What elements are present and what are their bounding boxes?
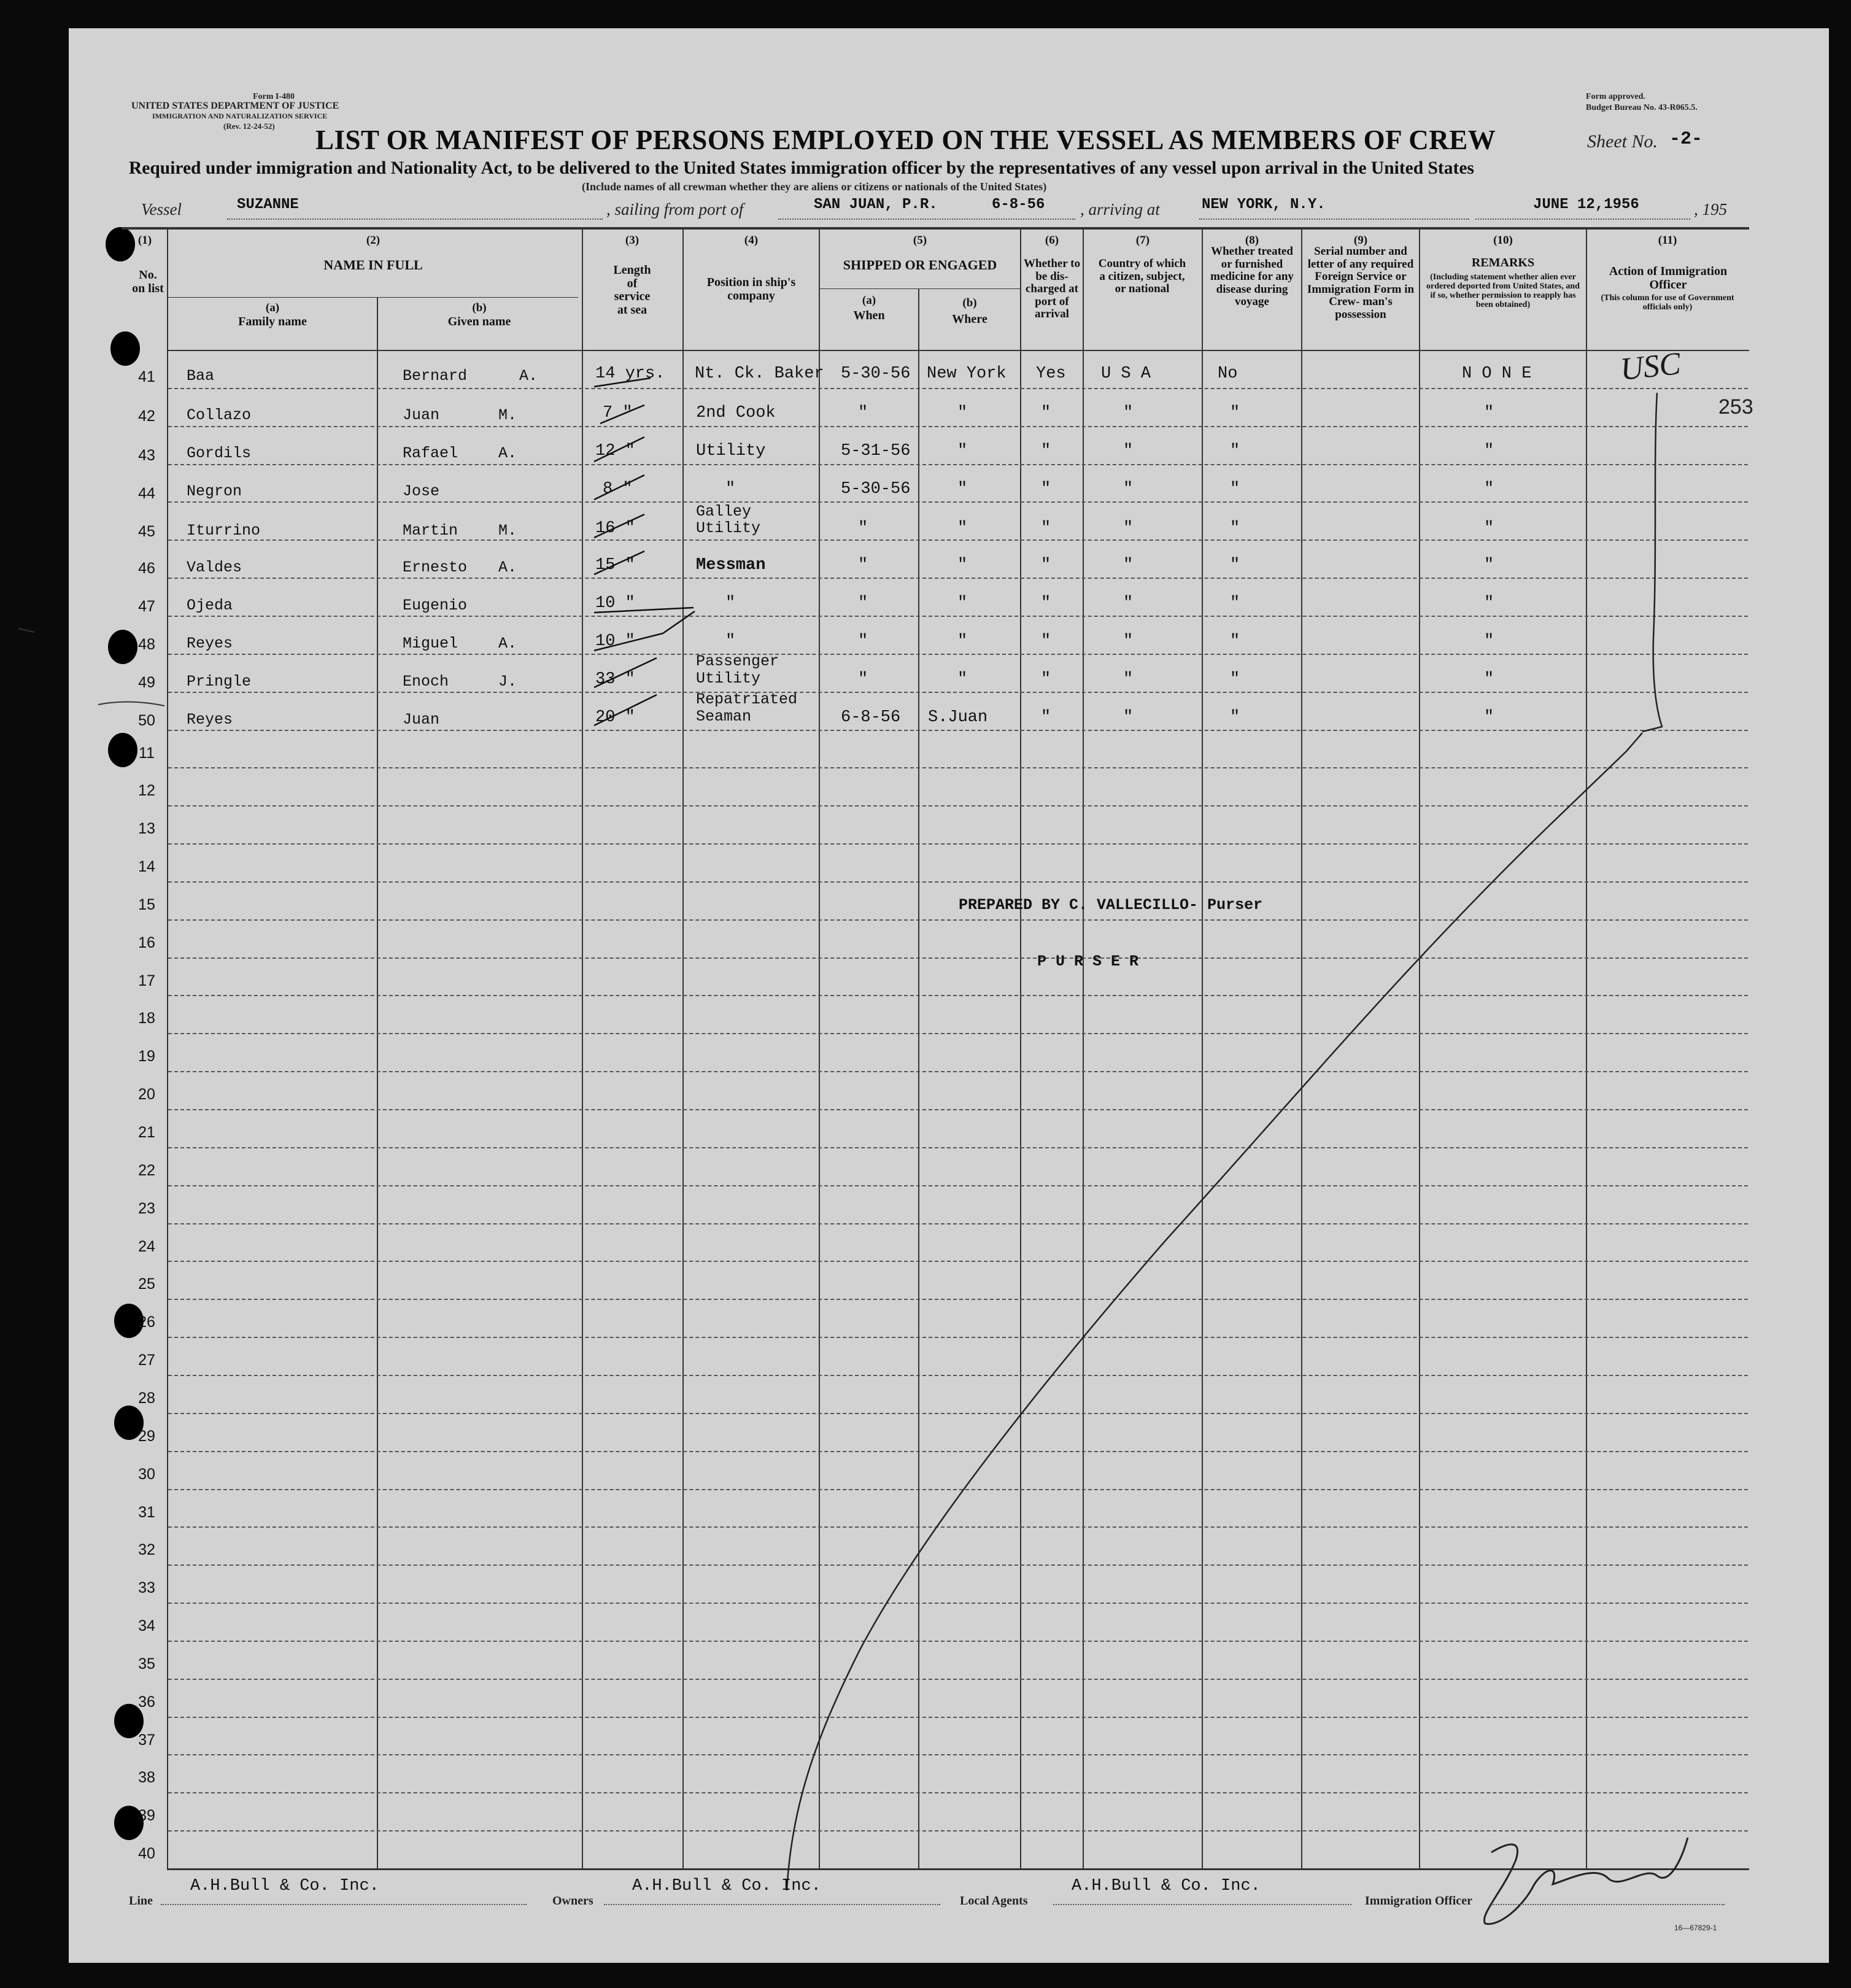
col11-sublabel: (This column for use of Government officials only) [1601, 293, 1734, 312]
row-number: 38 [138, 1769, 155, 1786]
shipped-when: " [858, 519, 868, 538]
line-label: Line [129, 1894, 153, 1908]
shipped-when: " [858, 404, 868, 422]
col3-label: Length of service at sea [613, 263, 651, 317]
country: " [1123, 442, 1134, 460]
row-number: 34 [138, 1617, 155, 1634]
country: " [1123, 556, 1134, 574]
row-number: 16 [138, 934, 155, 951]
country: U S A [1101, 365, 1151, 383]
medicine: " [1230, 594, 1240, 613]
department: UNITED STATES DEPARTMENT OF JUSTICE [131, 101, 339, 111]
given-name: Juan [403, 406, 440, 424]
middle-initial: J. [498, 673, 517, 690]
family-name: Negron [187, 482, 242, 500]
discharge: " [1041, 556, 1051, 574]
family-name: Baa [187, 367, 215, 385]
budget-bureau: Budget Bureau No. 43-R065.5. [1586, 103, 1698, 112]
row-number: 45 [138, 523, 155, 540]
middle-initial: A. [498, 444, 517, 462]
row-number: 50 [138, 712, 155, 729]
owners-label: Owners [552, 1894, 593, 1908]
shipped-where: " [957, 404, 968, 422]
row-number: 21 [138, 1124, 155, 1141]
middle-initial: M. [498, 522, 517, 540]
row-number: 33 [138, 1579, 155, 1596]
row-number: 24 [138, 1238, 155, 1255]
col7-label: Country of which a citizen, subject, or national [1098, 257, 1186, 296]
shipped-when: 6-8-56 [841, 708, 901, 727]
service-length: 20 " [595, 708, 635, 727]
position: Passenger Utility [696, 652, 779, 687]
shipped-where: " [957, 632, 968, 651]
shipped-when: 5-30-56 [841, 365, 911, 383]
shipped-where: " [957, 594, 968, 613]
col11-number: (11) [1658, 234, 1677, 247]
row-number: 30 [138, 1466, 155, 1483]
departure-date: 6-8-56 [992, 196, 1045, 213]
sailing-label: , sailing from port of [606, 200, 744, 219]
row-number: 41 [138, 368, 155, 385]
shipped-where: " [957, 480, 968, 498]
departure-port: SAN JUAN, P.R. [814, 196, 938, 213]
family-name: Valdes [187, 559, 242, 576]
middle-initial: A. [498, 635, 517, 652]
discharge: " [1041, 708, 1051, 727]
cancel-diagonal [787, 393, 1662, 1890]
row-number: 28 [138, 1390, 155, 1407]
form-number: Form I-480 [253, 92, 295, 101]
given-name: Jose [403, 482, 440, 500]
col10-number: (10) [1493, 234, 1513, 247]
print-code: 16—67829-1 [1674, 1924, 1717, 1932]
middle-initial: A. [519, 367, 538, 385]
shipped-when: " [858, 632, 868, 651]
given-name: Ernesto [403, 559, 468, 576]
service-length: 7 " [603, 404, 633, 422]
remarks: " [1484, 632, 1494, 651]
row-number: 44 [138, 485, 155, 502]
shipped-where: " [957, 442, 968, 460]
row-number: 15 [138, 896, 155, 913]
shipped-where: S.Juan [928, 708, 988, 727]
position: Messman [696, 556, 766, 574]
service-length: 16 " [595, 519, 635, 538]
col4-label: Position in ship's company [706, 276, 796, 303]
row-number: 36 [138, 1693, 155, 1711]
shipped-when: 5-31-56 [841, 442, 911, 460]
officer-label: Immigration Officer [1365, 1894, 1472, 1908]
position: Nt. Ck. Baker [695, 365, 824, 383]
arriving-label: , arriving at [1080, 200, 1160, 219]
middle-initial: A. [498, 559, 517, 576]
row-number: 31 [138, 1504, 155, 1521]
service-length: 33 " [595, 670, 635, 689]
row-number: 25 [138, 1275, 155, 1293]
family-name: Gordils [187, 444, 252, 462]
position: 2nd Cook [696, 404, 776, 422]
country: " [1123, 594, 1134, 613]
country: " [1123, 670, 1134, 689]
remarks: " [1484, 404, 1494, 422]
family-name: Iturrino [187, 522, 261, 540]
discharge: " [1041, 442, 1051, 460]
row-number: 32 [138, 1541, 155, 1558]
remarks: " [1484, 480, 1494, 498]
row-number: 48 [138, 636, 155, 653]
col2a-label: Family name [238, 315, 307, 328]
country: " [1123, 632, 1134, 651]
family-name: Ojeda [187, 597, 233, 614]
col10-sublabel: (Including statement whether alien ever ordered deported from United States, and if so, whether permission to reapply has been obtained) [1426, 273, 1580, 310]
medicine: " [1230, 519, 1240, 538]
arrival-date: JUNE 12,1956 [1533, 196, 1639, 213]
row-number: 39 [138, 1807, 155, 1824]
left-margin-tick [18, 629, 164, 706]
col2a-number: (a) [265, 301, 280, 314]
row-number: 14 [138, 858, 155, 875]
row-number: 12 [138, 782, 155, 799]
row-number: 29 [138, 1428, 155, 1445]
row-number: 22 [138, 1162, 155, 1179]
subtitle: Required under immigration and Nationality Act, to be delivered to the United States immigration officer by the representatives of any vessel upon arrival in the United States [129, 158, 1474, 178]
medicine: " [1230, 442, 1240, 460]
shipped-where: New York [927, 365, 1007, 383]
col3-number: (3) [625, 234, 640, 247]
row-number: 47 [138, 598, 155, 615]
service-length: 12 " [595, 442, 635, 460]
row-number: 20 [138, 1086, 155, 1103]
discharge: " [1041, 670, 1051, 689]
row-number: 35 [138, 1655, 155, 1673]
given-name: Martin [403, 522, 458, 540]
country: " [1123, 480, 1134, 498]
shipped-where: " [957, 519, 968, 538]
row-number: 49 [138, 674, 155, 691]
service-length: 15 " [595, 556, 635, 574]
service-length: 14 yrs. [595, 365, 665, 383]
agents-label: Local Agents [960, 1894, 1028, 1908]
col7-number: (7) [1135, 234, 1150, 247]
shipped-when: " [858, 594, 868, 613]
remarks: " [1484, 442, 1494, 460]
medicine: " [1230, 556, 1240, 574]
discharge: Yes [1036, 365, 1066, 383]
col5-label: SHIPPED OR ENGAGED [843, 257, 997, 273]
col9-number: (9) [1353, 234, 1368, 247]
discharge: " [1041, 519, 1051, 538]
row-number: 18 [138, 1010, 155, 1027]
shipped-when: " [858, 556, 868, 574]
service-length: 10 " [595, 632, 635, 651]
country: " [1123, 404, 1134, 422]
row-number: 19 [138, 1048, 155, 1065]
row-number: 23 [138, 1200, 155, 1217]
col2b-number: (b) [472, 301, 487, 314]
col5-number: (5) [913, 234, 927, 247]
row-number: 13 [138, 820, 155, 837]
usc-handwritten: USC [1618, 346, 1682, 387]
page-title: LIST OR MANIFEST OF PERSONS EMPLOYED ON THE VESSEL AS MEMBERS OF CREW [315, 125, 1496, 155]
remarks: " [1484, 594, 1494, 613]
medicine: " [1230, 632, 1240, 651]
medicine: " [1230, 670, 1240, 689]
discharge: " [1041, 632, 1051, 651]
discharge: " [1041, 594, 1051, 613]
col4-number: (4) [744, 234, 759, 247]
row-number: 37 [138, 1731, 155, 1749]
owners-company: A.H.Bull & Co. Inc. [632, 1877, 821, 1895]
col6-label: Whether to be dis- charged at port of arrival [1024, 257, 1080, 321]
position: " [725, 480, 736, 498]
col2-label: NAME IN FULL [323, 257, 423, 273]
shipped-when: 5-30-56 [841, 480, 911, 498]
col5b-number: (b) [962, 296, 977, 309]
given-name: Eugenio [403, 597, 468, 614]
col2-number: (2) [366, 234, 381, 247]
middle-initial: M. [498, 406, 517, 424]
col11-label: Action of Immigration Officer [1609, 265, 1728, 292]
given-name: Bernard [403, 367, 468, 385]
col10-label: REMARKS [1471, 256, 1535, 269]
position: Utility [696, 442, 766, 460]
remarks: " [1484, 670, 1494, 689]
row-number: 40 [138, 1845, 155, 1862]
col8-number: (8) [1245, 234, 1259, 247]
row-number: 27 [138, 1352, 155, 1369]
vessel-label: Vessel [141, 200, 182, 219]
country: " [1123, 519, 1134, 538]
position: Repatriated Seaman [696, 690, 798, 725]
row-number: 17 [138, 972, 155, 989]
position: Galley Utility [696, 503, 761, 537]
purser-label: P U R S E R [1037, 953, 1139, 970]
remarks: " [1484, 519, 1494, 538]
col5a-number: (a) [862, 294, 876, 307]
approval: Form approved. [1586, 92, 1645, 101]
shipped-when: " [858, 670, 868, 689]
discharge: " [1041, 480, 1051, 498]
row-number: 42 [138, 408, 155, 425]
handwritten-count: 253 [1718, 395, 1753, 419]
country: " [1123, 708, 1134, 727]
given-name: Rafael [403, 444, 458, 462]
shipped-where: " [957, 670, 968, 689]
medicine: No [1218, 365, 1238, 383]
row-number: 43 [138, 447, 155, 464]
service-check-strokes [594, 378, 695, 725]
remarks: N O N E [1462, 365, 1532, 383]
given-name: Miguel [403, 635, 458, 652]
family-name: Reyes [187, 711, 233, 729]
col1-label: No. on list [132, 268, 164, 295]
row-number: 46 [138, 560, 155, 577]
service-length: 10 " [595, 594, 635, 613]
line-company: A.H.Bull & Co. Inc. [190, 1877, 379, 1895]
year-suffix: , 195 [1694, 200, 1727, 219]
given-name: Enoch [403, 673, 449, 690]
position: " [725, 632, 736, 651]
sheet-number: -2- [1669, 129, 1703, 150]
shipped-where: " [957, 556, 968, 574]
arrival-port: NEW YORK, N.Y. [1202, 196, 1326, 213]
row-number: 11 [139, 745, 155, 762]
remarks: " [1484, 708, 1494, 727]
col9-label: Serial number and letter of any required Foreign Service or Immigration Form in Crew- man's possession [1307, 245, 1415, 321]
family-name: Reyes [187, 635, 233, 652]
medicine: " [1230, 708, 1240, 727]
position: " [725, 594, 736, 613]
discharge: " [1041, 404, 1051, 422]
prepared-by: PREPARED BY C. VALLECILLO- Purser [959, 896, 1263, 914]
row-number: 26 [138, 1313, 155, 1331]
col6-number: (6) [1045, 234, 1059, 247]
col1-number: (1) [137, 234, 152, 247]
medicine: " [1230, 404, 1240, 422]
include-note: (Include names of all crewman whether they are aliens or citizens or nationals of the United States) [582, 180, 1047, 193]
family-name: Collazo [187, 406, 252, 424]
col8-label: Whether treated or furnished medicine for any disease during voyage [1210, 245, 1294, 309]
given-name: Juan [403, 711, 440, 729]
agents-company: A.H.Bull & Co. Inc. [1072, 1877, 1261, 1895]
family-name: Pringle [187, 673, 252, 690]
col2b-label: Given name [447, 315, 511, 328]
remarks: " [1484, 556, 1494, 574]
col5a-label: When [853, 309, 885, 322]
service-length: 8 " [603, 480, 633, 498]
sheet-label: Sheet No. [1587, 131, 1658, 152]
col5b-label: Where [952, 312, 987, 326]
revision: (Rev. 12-24-52) [223, 122, 275, 131]
vessel-name: SUZANNE [237, 196, 299, 213]
service: IMMIGRATION AND NATURALIZATION SERVICE [152, 112, 328, 120]
medicine: " [1230, 480, 1240, 498]
